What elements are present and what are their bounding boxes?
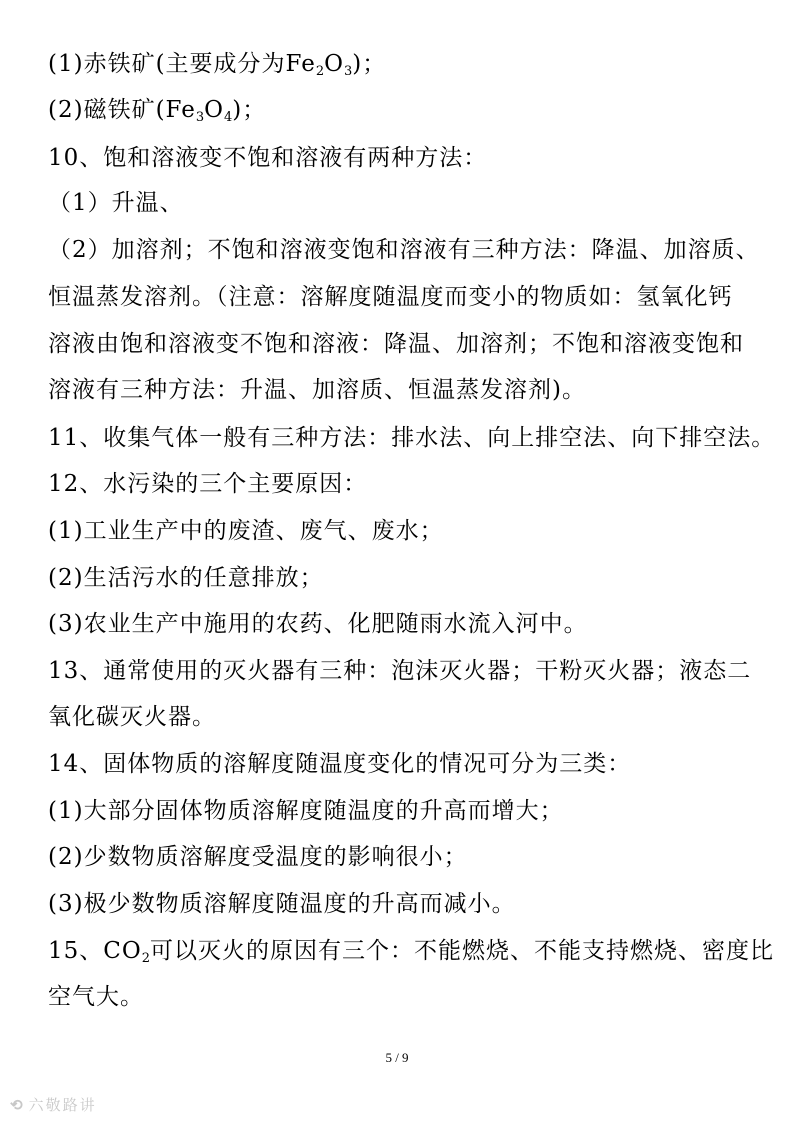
text-line: (2)磁铁矿$(Fe_3O_4)$； — [48, 97, 267, 125]
watermark-text: 六敬路讲 — [28, 1097, 97, 1114]
text-line: 溶液由饱和溶液变不饱和溶液：降温、加溶剂；不饱和溶液变饱和 — [48, 331, 744, 357]
text-line: 14、固体物质的溶解度随温度变化的情况可分为三类： — [48, 751, 632, 777]
text-line: 恒温蒸发溶剂。（注意：溶解度随温度而变小的物质如：氢氧化钙 — [48, 284, 733, 310]
text-line: (1)工业生产中的废渣、废气、废水； — [48, 518, 444, 544]
text-line: 10、饱和溶液变不饱和溶液有两种方法： — [48, 145, 488, 171]
text-line: 溶液有三种方法：升温、加溶质、恒温蒸发溶剂)。 — [48, 377, 586, 403]
text-line: (2)生活污水的任意排放； — [48, 565, 324, 591]
text-line: 空气大。 — [48, 984, 144, 1010]
text-line: (1)大部分固体物质溶解度随温度的升高而增大； — [48, 798, 564, 824]
text-line: (3)极少数物质溶解度随温度的升高而减小。 — [48, 891, 516, 917]
text-line: 11、收集气体一般有三种方法：排水法、向上排空法、向下排空法。 — [48, 425, 776, 451]
page-number: 5 / 9 — [385, 1050, 409, 1065]
text-line: 12、水污染的三个主要原因： — [48, 471, 368, 497]
text-line: （2）加溶剂；不饱和溶液变饱和溶液有三种方法：降温、加溶质、 — [48, 237, 760, 263]
watermark — [10, 1094, 97, 1115]
text-line: (1)赤铁矿(主要成分为$Fe_2O_3$)； — [48, 51, 387, 79]
text-line: (3)农业生产中施用的农药、化肥随雨水流入河中。 — [48, 611, 588, 637]
text-line: （1）升温、 — [48, 190, 184, 216]
text-line: (2)少数物质溶解度受温度的影响很小； — [48, 844, 468, 870]
text-line: 13、通常使用的灭火器有三种：泡沫灭火器；干粉灭火器；液态二 — [48, 658, 752, 684]
text-line: 氧化碳灭火器。 — [48, 704, 216, 730]
watermark-logo-icon: ⟲ — [10, 1097, 25, 1114]
text-line: 15、$CO_2$可以灭火的原因有三个：不能燃烧、不能支持燃烧、密度比 — [48, 938, 775, 966]
